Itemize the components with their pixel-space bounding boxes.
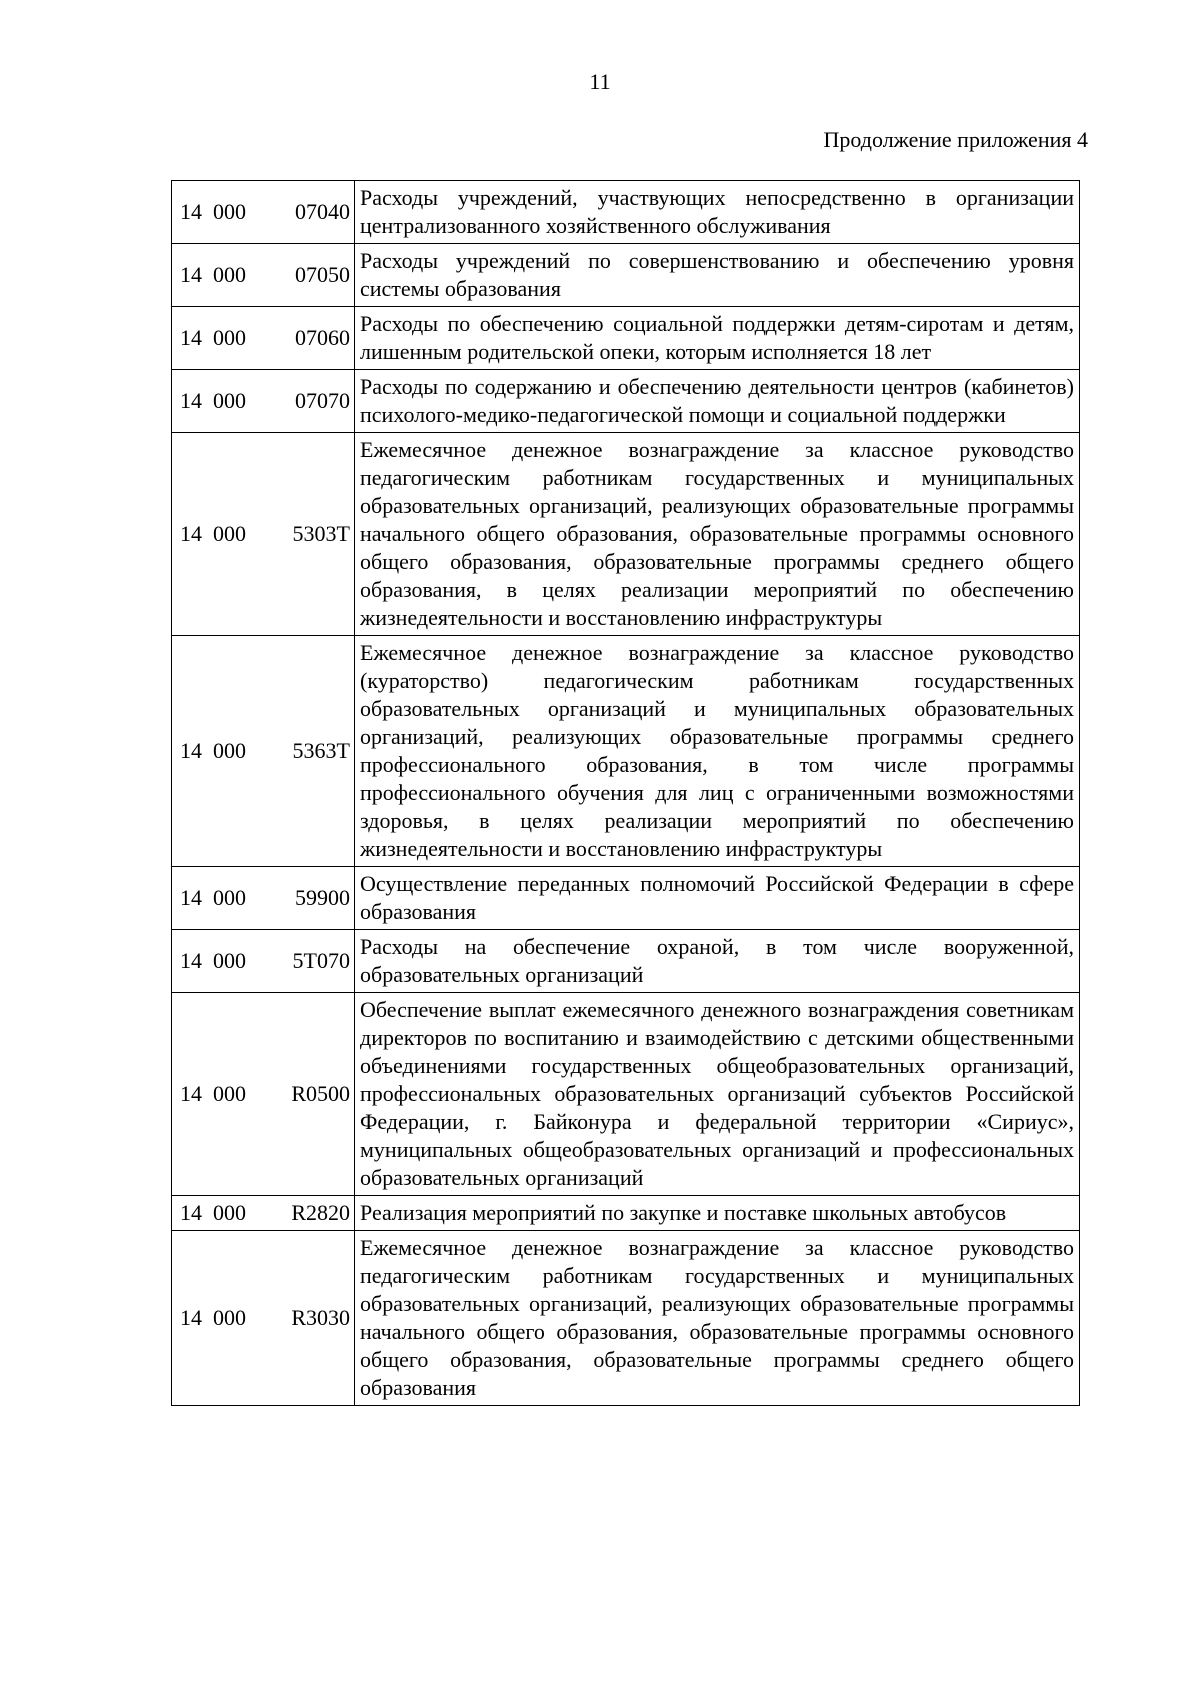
code-cell bbox=[172, 370, 355, 433]
code-prefix: 14 000 bbox=[180, 738, 246, 763]
code-prefix: 14 000 bbox=[180, 885, 246, 910]
code-cell bbox=[172, 307, 355, 370]
description-cell: Ежемесячное денежное вознаграждение за классное руководство (кураторство) педагогическим работникам государственных образовательных организаций и муниципальных образовательных организаций, реализующих образовательные программы среднего профессионального образования, в том числе программы профессионального обучения для лиц с ограниченными возможностями здоровья, в целях реализации мероприятий по обеспечению жизнедеятельности и восстановлению инфраструктуры bbox=[355, 636, 1080, 867]
code-suffix: 5363Т bbox=[292, 738, 350, 763]
description-cell: Расходы учреждений, участвующих непосредственно в организации централизованного хозяйственного обслуживания bbox=[355, 181, 1080, 244]
code-cell bbox=[172, 867, 355, 930]
budget-codes-table bbox=[171, 180, 1080, 1406]
code-cell bbox=[172, 930, 355, 993]
code-suffix: 07060 bbox=[295, 325, 350, 350]
code-cell bbox=[172, 636, 355, 867]
table-row bbox=[172, 930, 1080, 993]
table-row bbox=[172, 181, 1080, 244]
code-prefix: 14 000 bbox=[180, 1200, 246, 1225]
code-suffix: 07070 bbox=[295, 388, 350, 413]
table-row bbox=[172, 370, 1080, 433]
code-cell bbox=[172, 993, 355, 1196]
code-cell bbox=[172, 181, 355, 244]
description-cell: Расходы по обеспечению социальной поддержки детям-сиротам и детям, лишенным родительской опеки, которым исполняется 18 лет bbox=[355, 307, 1080, 370]
table-row bbox=[172, 307, 1080, 370]
appendix-continuation-note: Продолжение приложения 4 bbox=[823, 127, 1088, 152]
code-prefix: 14 000 bbox=[180, 1305, 246, 1330]
code-prefix: 14 000 bbox=[180, 1081, 246, 1106]
code-suffix: 07050 bbox=[295, 262, 350, 287]
table-row bbox=[172, 636, 1080, 867]
code-prefix: 14 000 bbox=[180, 948, 246, 973]
page-number: 11 bbox=[589, 69, 611, 94]
code-suffix: R2820 bbox=[291, 1200, 350, 1225]
description-cell: Ежемесячное денежное вознаграждение за классное руководство педагогическим работникам государственных и муниципальных образовательных организаций, реализующих образовательные программы начального общего образования, образовательные программы основного общего образования, образовательные программы среднего общего образования bbox=[355, 1231, 1080, 1406]
description-cell: Ежемесячное денежное вознаграждение за классное руководство педагогическим работникам государственных и муниципальных образовательных организаций, реализующих образовательные программы начального общего образования, образовательные программы основного общего образования, образовательные программы среднего общего образования, в целях реализации мероприятий по обеспечению жизнедеятельности и восстановлению инфраструктуры bbox=[355, 433, 1080, 636]
table-row bbox=[172, 993, 1080, 1196]
description-cell: Реализация мероприятий по закупке и поставке школьных автобусов bbox=[355, 1196, 1080, 1231]
code-prefix: 14 000 bbox=[180, 199, 246, 224]
code-cell bbox=[172, 1231, 355, 1406]
table-row bbox=[172, 244, 1080, 307]
code-suffix: 5Т070 bbox=[292, 948, 350, 973]
description-cell: Осуществление переданных полномочий Российской Федерации в сфере образования bbox=[355, 867, 1080, 930]
code-suffix: 59900 bbox=[295, 885, 350, 910]
description-cell: Расходы по содержанию и обеспечению деятельности центров (кабинетов) психолого-медико-педагогической помощи и социальной поддержки bbox=[355, 370, 1080, 433]
code-suffix: R0500 bbox=[291, 1081, 350, 1106]
table-row bbox=[172, 867, 1080, 930]
code-cell bbox=[172, 1196, 355, 1231]
description-cell: Обеспечение выплат ежемесячного денежного вознаграждения советникам директоров по воспитанию и взаимодействию с детскими общественными объединениями государственных общеобразовательных организаций, профессиональных образовательных организаций субъектов Российской Федерации, г. Байконура и федеральной территории «Сириус», муниципальных общеобразовательных организаций и профессиональных образовательных организаций bbox=[355, 993, 1080, 1196]
code-cell bbox=[172, 433, 355, 636]
code-suffix: 07040 bbox=[295, 199, 350, 224]
code-suffix: 5303Т bbox=[292, 521, 350, 546]
code-cell bbox=[172, 244, 355, 307]
code-prefix: 14 000 bbox=[180, 521, 246, 546]
code-prefix: 14 000 bbox=[180, 325, 246, 350]
table-row bbox=[172, 1196, 1080, 1231]
code-prefix: 14 000 bbox=[180, 388, 246, 413]
description-cell: Расходы учреждений по совершенствованию и обеспечению уровня системы образования bbox=[355, 244, 1080, 307]
table-row bbox=[172, 433, 1080, 636]
table-row bbox=[172, 1231, 1080, 1406]
code-prefix: 14 000 bbox=[180, 262, 246, 287]
description-cell: Расходы на обеспечение охраной, в том числе вооруженной, образовательных организаций bbox=[355, 930, 1080, 993]
code-suffix: R3030 bbox=[291, 1305, 350, 1330]
